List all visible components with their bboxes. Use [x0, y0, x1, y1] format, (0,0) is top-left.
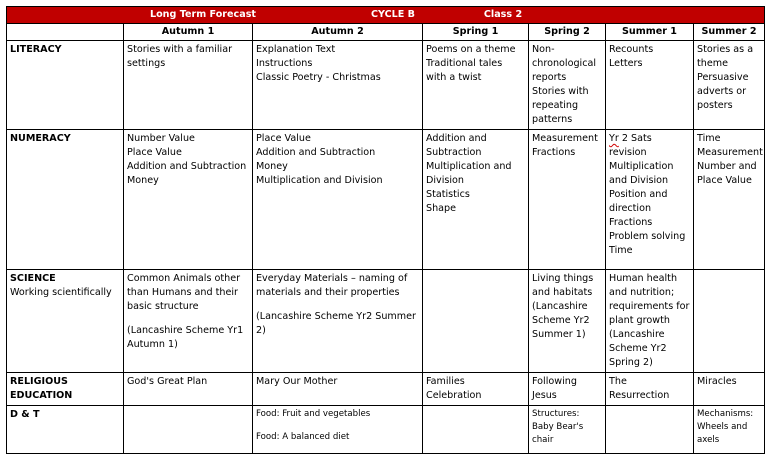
topic-cell: [423, 406, 529, 454]
topic-item: Celebration: [426, 390, 482, 401]
topic-cell: [694, 270, 765, 373]
topic-item: (Lancashire Scheme Yr1 Autumn 1): [127, 325, 244, 350]
column-header-row: [7, 24, 765, 41]
spacer: [256, 300, 419, 310]
column-header: Spring 2: [529, 24, 606, 41]
topic-cell: [253, 270, 423, 373]
topic-item: Place Value: [256, 133, 311, 144]
topic-item: Measurement: [697, 147, 763, 158]
topic-cell: [253, 130, 423, 270]
topic-item: Common Animals other than Humans and their basic structure: [127, 273, 241, 312]
topic-item: The Resurrection: [609, 376, 670, 401]
topic-item: Multiplication and Division: [426, 161, 512, 186]
topic-item: Recounts: [609, 44, 654, 55]
topic-item: Stories with a familiar settings: [127, 44, 233, 69]
topic-item: Place Value: [127, 147, 182, 158]
topic-cell: [253, 41, 423, 130]
topic-item: Multiplication and Division: [256, 175, 383, 186]
topic-item: (Lancashire Scheme Yr2 Spring 2): [609, 329, 667, 368]
forecast-title: Long Term Forecast: [149, 9, 257, 20]
topic-item: Structures: Baby Bear's chair: [532, 409, 584, 445]
topic-item: Food: Fruit and vegetables: [256, 409, 371, 419]
topic-item: Non-chronological reports: [532, 44, 597, 83]
subject-subtitle: Working scientifically: [10, 287, 112, 298]
subject-cell: [7, 130, 124, 270]
topic-item: Following Jesus: [532, 376, 577, 401]
topic-cell: [124, 406, 253, 454]
topic-cell: [694, 130, 765, 270]
topic-cell: [606, 270, 694, 373]
topic-item: Living things and habitats: [532, 273, 594, 298]
topic-item: Number Value: [127, 133, 195, 144]
title-cell: [7, 7, 765, 24]
corner-cell: [7, 24, 124, 41]
topic-item: Time: [697, 133, 721, 144]
topic-cell: [423, 270, 529, 373]
subject-cell: [7, 41, 124, 130]
subject-label: D & T: [10, 409, 40, 420]
topic-item: Number and Place Value: [697, 161, 757, 186]
topic-item: Shape: [426, 203, 457, 214]
topic-cell: [529, 373, 606, 406]
topic-item: Families: [426, 376, 465, 387]
topic-item: Miracles: [697, 376, 737, 387]
forecast-table: [6, 6, 765, 454]
subject-row: [7, 130, 765, 270]
topic-cell: [529, 130, 606, 270]
column-header: Spring 1: [423, 24, 529, 41]
topic-cell: [529, 41, 606, 130]
topic-item: Statistics: [426, 189, 470, 200]
topic-item: Measurement: [532, 133, 598, 144]
spacer: [127, 314, 249, 324]
topic-item: [609, 132, 690, 160]
subject-row: [7, 41, 765, 130]
topic-cell: [124, 130, 253, 270]
topic-cell: [253, 373, 423, 406]
topic-item: Mechanisms: Wheels and axels: [697, 409, 754, 445]
topic-item: Classic Poetry - Christmas: [256, 72, 381, 83]
topic-item: Addition and Subtraction: [256, 147, 376, 158]
class-label: Class 2: [483, 9, 523, 20]
spellcheck-mark: Yr: [609, 133, 619, 144]
topic-item: Fractions: [609, 217, 653, 228]
topic-cell: [606, 373, 694, 406]
column-header: Autumn 1: [124, 24, 253, 41]
topic-item: Addition and Subtraction: [426, 133, 487, 158]
topic-item: Addition and Subtraction: [127, 161, 247, 172]
cycle-label: CYCLE B: [370, 9, 415, 20]
topic-item: God's Great Plan: [127, 376, 208, 387]
subject-cell: [7, 406, 124, 454]
topic-item: Instructions: [256, 58, 313, 69]
subject-cell: [7, 270, 124, 373]
topic-cell: [423, 130, 529, 270]
topic-cell: [606, 130, 694, 270]
topic-item: Fractions: [532, 147, 576, 158]
subject-row: [7, 406, 765, 454]
topic-cell: [529, 270, 606, 373]
topic-item: Money: [127, 175, 159, 186]
topic-cell: [694, 41, 765, 130]
topic-item: Everyday Materials – naming of materials and their properties: [256, 273, 408, 298]
topic-item: (Lancashire Scheme Yr2 Summer 1): [532, 301, 590, 340]
subject-label: SCIENCE: [10, 273, 56, 284]
title-bar: [7, 7, 765, 24]
topic-cell: [529, 406, 606, 454]
topic-item: Persuasive adverts or posters: [697, 72, 749, 111]
topic-item: Poems on a theme: [426, 44, 516, 55]
subject-row: [7, 373, 765, 406]
topic-item: Traditional tales with a twist: [426, 58, 503, 83]
subject-label: NUMERACY: [10, 133, 71, 144]
topic-cell: [423, 373, 529, 406]
topic-cell: [606, 406, 694, 454]
subject-label: LITERACY: [10, 44, 62, 55]
subject-cell: [7, 373, 124, 406]
spacer: [256, 421, 419, 431]
topic-item-text: 2 Sats revision: [609, 133, 652, 158]
topic-item: Stories with repeating patterns: [532, 86, 589, 125]
topic-item: Mary Our Mother: [256, 376, 338, 387]
topic-item: Position and direction: [609, 189, 668, 214]
topic-cell: [124, 41, 253, 130]
topic-cell: [694, 406, 765, 454]
subject-row: [7, 270, 765, 373]
topic-item: Problem solving: [609, 231, 686, 242]
topic-item: Human health and nutrition; requirements for plant growth: [609, 273, 690, 326]
topic-cell: [124, 270, 253, 373]
topic-item: (Lancashire Scheme Yr2 Summer 2): [256, 311, 416, 336]
column-header: Summer 1: [606, 24, 694, 41]
topic-item: Money: [256, 161, 288, 172]
topic-cell: [253, 406, 423, 454]
topic-cell: [606, 41, 694, 130]
topic-item: Stories as a theme: [697, 44, 754, 69]
topic-cell: [423, 41, 529, 130]
topic-item: Letters: [609, 58, 643, 69]
column-header: Autumn 2: [253, 24, 423, 41]
topic-cell: [124, 373, 253, 406]
topic-item: Explanation Text: [256, 44, 336, 55]
topic-item: Multiplication and Division: [609, 161, 674, 186]
topic-item: Time: [609, 245, 633, 256]
topic-item: Food: A balanced diet: [256, 432, 350, 442]
subject-label: RELIGIOUS EDUCATION: [10, 376, 73, 401]
topic-cell: [694, 373, 765, 406]
column-header: Summer 2: [694, 24, 765, 41]
forecast-sheet: [6, 6, 765, 454]
